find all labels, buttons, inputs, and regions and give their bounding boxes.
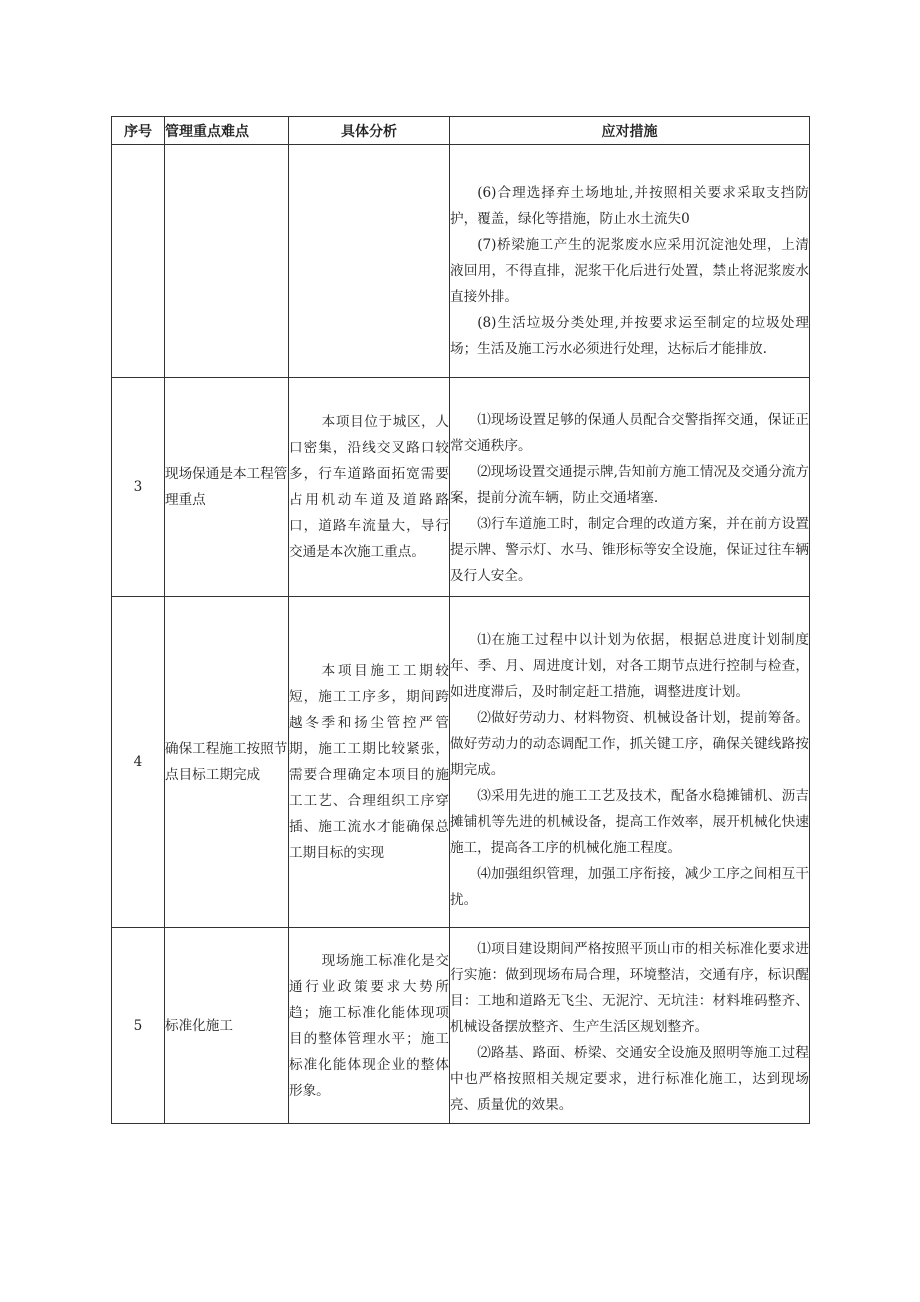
measure-paragraph: ⑶行车道施工时，制定合理的改道方案，并在前方设置提示牌、警示灯、水马、锥形标等安全设施，保证过往车辆及行人安全。 — [450, 516, 809, 584]
row-item: 标准化施工 — [165, 928, 289, 1124]
header-seq: 序号 — [112, 117, 165, 145]
row-analysis: 本项目位于城区，人口密集，沿线交叉路口较多，行车道路面拓宽需要占用机动车道及道路路口，道路车流量大，导行交通是本次施工重点。 — [289, 378, 450, 597]
measure-paragraph: ⑵路基、路面、桥梁、交通安全设施及照明等施工过程中也严格按照相关规定要求，进行标准化施工，达到现场亮、质量优的效果。 — [450, 1044, 809, 1113]
row-seq: 4 — [112, 597, 165, 928]
measure-paragraph: ⑴项目建设期间严格按照平顶山市的相关标准化要求进行实施：做到现场布局合理，环境整洁，交通有序，标识醒目：工地和道路无飞尘、无泥泞、无坑洼：材料堆码整齐、机械设备摆放整齐、生产生活区规划整齐。 — [450, 940, 809, 1035]
measure-paragraph: ⑴在施工过程中以计划为依据，根据总进度计划制度年、季、月、周进度计划，对各工期节点进行控制与检查，如进度滞后，及时制定赶工措施，调整进度计划。 — [450, 632, 809, 700]
measure-paragraph: ⑴现场设置足够的保通人员配合交警指挥交通，保证正常交通秩序。 — [450, 412, 809, 454]
row-seq: 5 — [112, 928, 165, 1124]
row-item — [165, 145, 289, 378]
table-row — [112, 597, 810, 928]
table-header-row — [112, 117, 810, 145]
measure-paragraph: (7)桥梁施工产生的泥浆废水应采用沉淀池处理，上清液回用，不得直排，泥浆干化后进行处置，禁止将泥浆废水直接外排。 — [450, 237, 809, 305]
header-item: 管理重点难点 — [165, 117, 289, 145]
measure-paragraph: ⑶采用先进的施工工艺及技术，配备水稳摊铺机、沥吉摊铺机等先进的机械设备，提高工作效率，展开机械化快速施工，提高各工序的机械化施工程度。 — [450, 788, 809, 856]
row-analysis: 现场施工标准化是交通行业政策要求大势所趋；施工标准化能体现项目的整体管理水平；施工标准化能体现企业的整体形象。 — [289, 928, 450, 1124]
table-row — [112, 928, 810, 1124]
row-analysis: 本项目施工工期较短，施工工序多，期间跨越冬季和扬尘管控严管期，施工工期比较紧张，需要合理确定本项目的施工工艺、合理组织工序穿插、施工流水才能确保总工期目标的实现 — [289, 597, 450, 928]
measure-paragraph: (6)合理选择弃土场地址,并按照相关要求采取支挡防护，覆盖，绿化等措施，防止水土流失0 — [450, 185, 809, 227]
row-seq: 3 — [112, 378, 165, 597]
row-measures — [450, 928, 810, 1124]
row-measures — [450, 597, 810, 928]
header-measures: 应对措施 — [450, 117, 810, 145]
row-item: 现场保通是本工程管理重点 — [165, 378, 289, 597]
measure-paragraph: ⑵现场设置交通提示牌,告知前方施工情况及交通分流方案，提前分流车辆，防止交通堵塞. — [450, 464, 809, 506]
header-analysis: 具体分析 — [289, 117, 450, 145]
row-measures — [450, 378, 810, 597]
row-item: 确保工程施工按照节点目标工期完成 — [165, 597, 289, 928]
table-row — [112, 145, 810, 378]
row-analysis — [289, 145, 450, 378]
measure-paragraph: ⑷加强组织管理，加强工序衔接，减少工序之间相互干扰。 — [450, 866, 809, 908]
measure-paragraph: ⑵做好劳动力、材料物资、机械设备计划，提前筹备。做好劳动力的动态调配工作，抓关键工序，确保关键线路按期完成。 — [450, 710, 809, 778]
measure-paragraph: (8)生活垃圾分类处理,并按要求运至制定的垃圾处理场；生活及施工污水必须进行处理，达标后才能排放. — [450, 315, 809, 357]
measures-table — [111, 116, 810, 1124]
row-seq — [112, 145, 165, 378]
table-row — [112, 378, 810, 597]
row-measures — [450, 145, 810, 378]
